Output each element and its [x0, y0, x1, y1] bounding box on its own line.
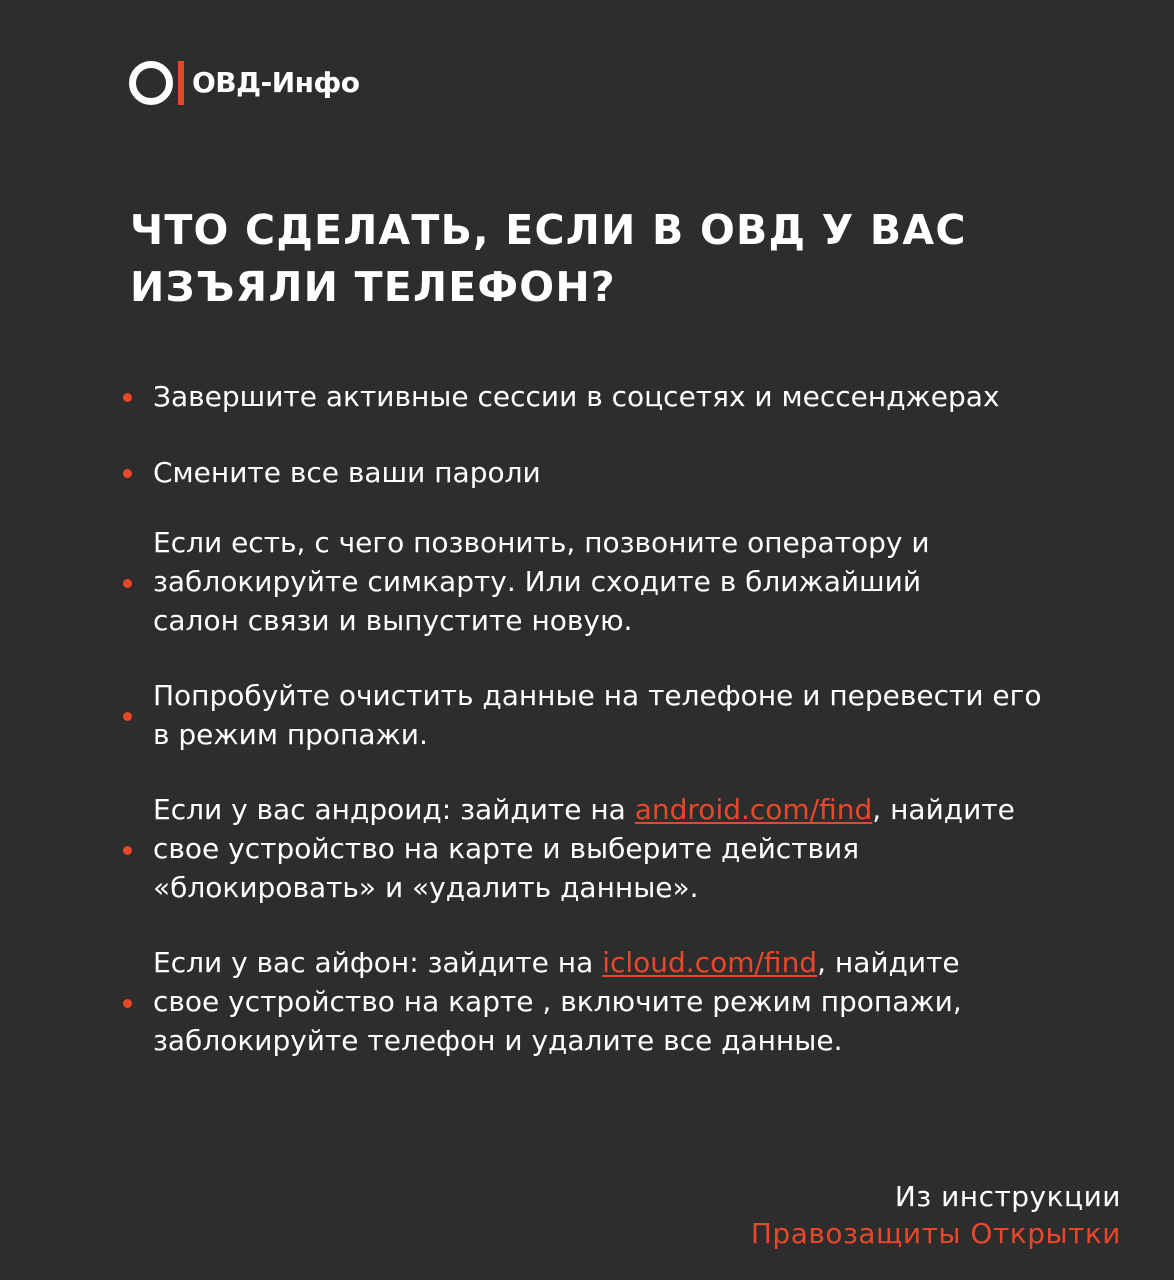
list-item-text [153, 943, 1033, 1060]
android-find-link[interactable]: android.com/find [634, 793, 873, 826]
list-item-text: Если есть, с чего позвонить, позвоните оператору и заблокируйте симкарту. Или сходите в ближайший салон связи и выпустите новую. [153, 526, 930, 637]
icloud-find-link[interactable]: icloud.com/find [602, 946, 818, 979]
list-item [120, 448, 1080, 496]
list-item [120, 676, 1080, 754]
ovd-info-logo [129, 60, 360, 106]
credit-line-2: Правозащиты Открытки [750, 1217, 1121, 1250]
bullet-icon [123, 469, 132, 478]
list-item-text: Завершите активные сессии в соцсетях и мессенджерах [153, 379, 1000, 413]
list-item [120, 372, 1080, 420]
instruction-list [120, 372, 1080, 1060]
logo-ring-icon [129, 61, 173, 105]
bullet-icon [123, 846, 132, 855]
bullet-icon [123, 393, 132, 402]
bullet-icon [123, 712, 132, 721]
android-text-before: Если у вас андроид: зайдите на [153, 793, 635, 826]
list-item [120, 523, 1080, 640]
iphone-text-after: , найдите свое устройство на карте , включите режим пропажи, заблокируйте телефон и удалите все данные. [153, 946, 962, 1057]
credit-line-1: Из инструкции [894, 1180, 1121, 1213]
source-credit [751, 1178, 1121, 1252]
list-item [120, 790, 1080, 907]
bullet-icon [123, 579, 132, 588]
list-item [120, 943, 1080, 1060]
logo-text: ОВД-Инфо [192, 66, 360, 99]
list-item-text [153, 790, 1058, 907]
list-item-text: Смените все ваши пароли [153, 455, 541, 489]
logo-bar-icon [178, 61, 184, 105]
page-title: ЧТО СДЕЛАТЬ, ЕСЛИ В ОВД У ВАС ИЗЪЯЛИ ТЕЛЕФОН? [130, 206, 967, 311]
bullet-icon [123, 999, 132, 1008]
android-text-after: , найдите свое устройство на карте и выберите действия «блокировать» и «удалить данные». [153, 793, 1015, 904]
list-item-text: Попробуйте очистить данные на телефоне и перевести его в режим пропажи. [153, 679, 1042, 751]
iphone-text-before: Если у вас айфон: зайдите на [153, 946, 603, 979]
